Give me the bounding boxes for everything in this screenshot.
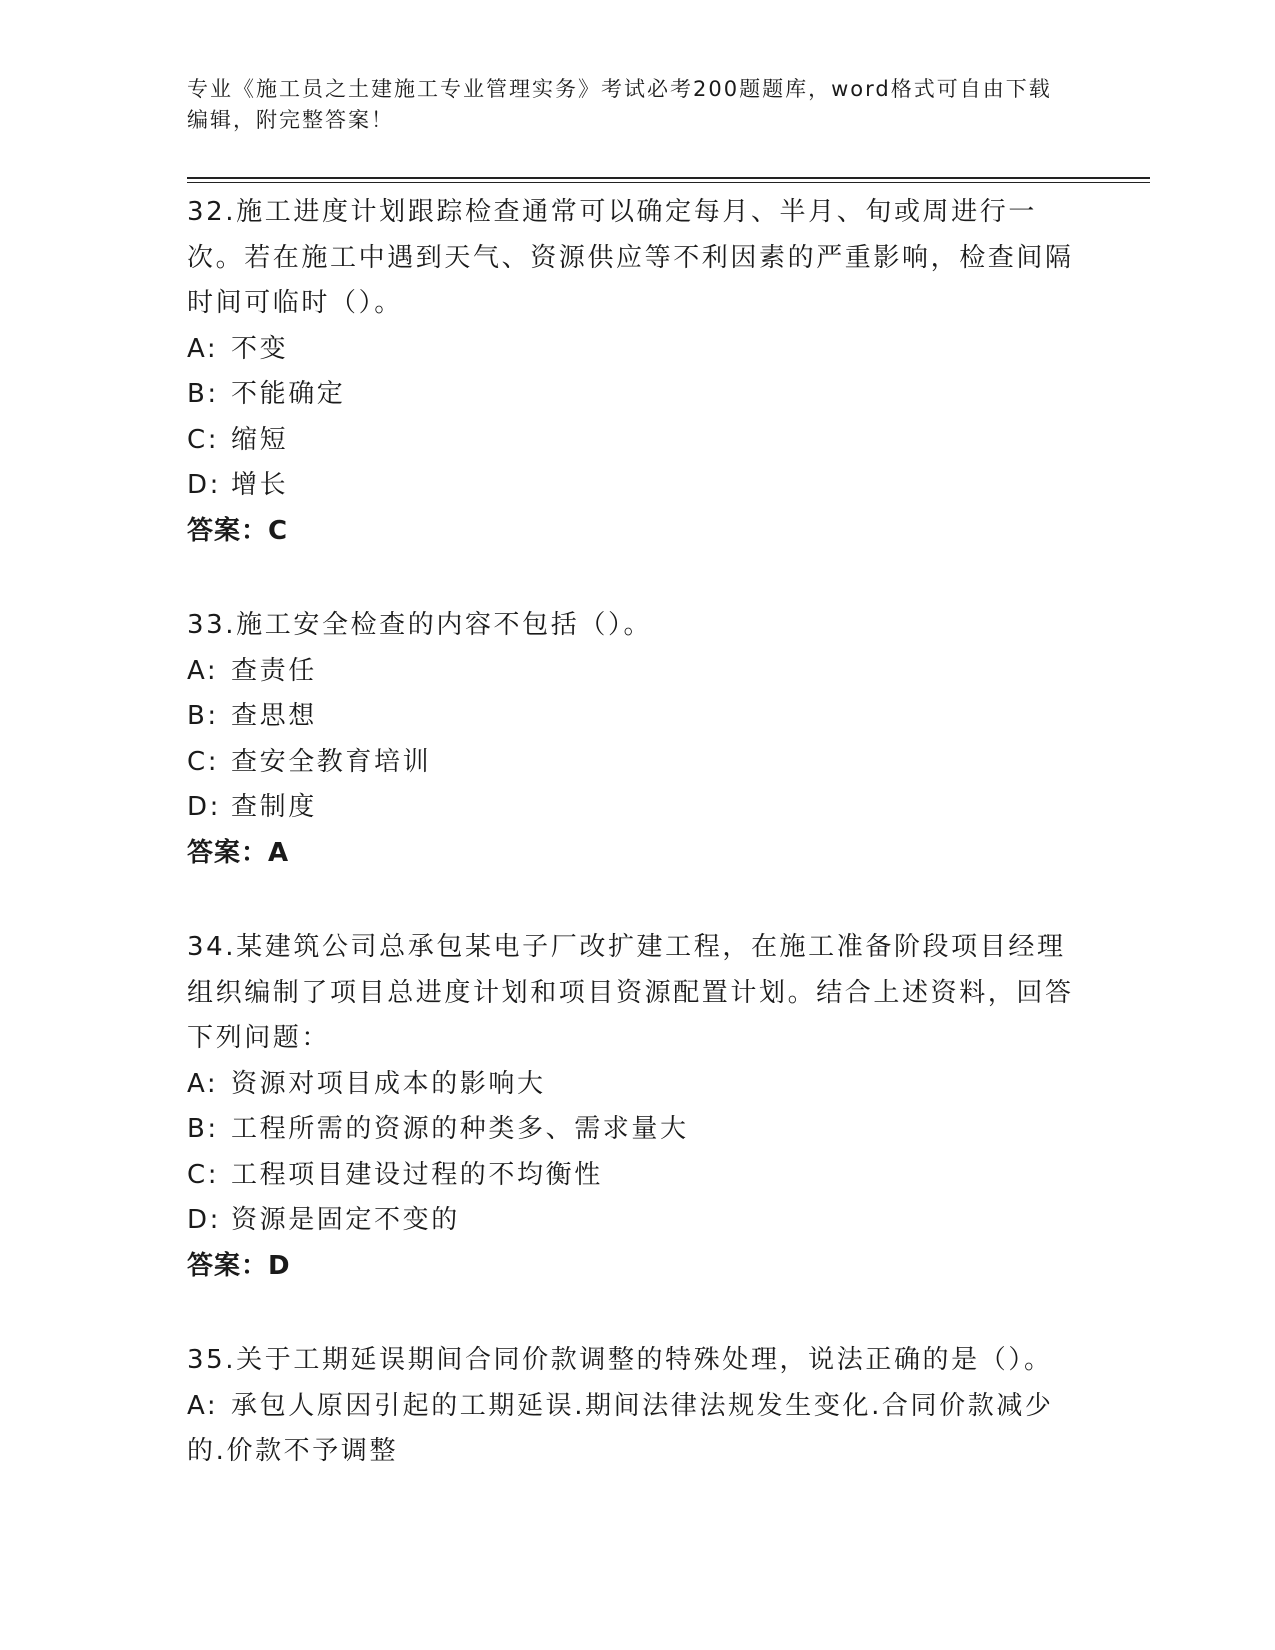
header-divider-thin (187, 182, 1150, 183)
option-text: 资源是固定不变的 (231, 1205, 460, 1235)
option-b (187, 694, 1087, 740)
answer-line: 答案：C (187, 515, 289, 546)
question-stem: 33.施工安全检查的内容不包括（）。 (187, 610, 653, 640)
answer-line: 答案：A (187, 837, 290, 868)
option-letter: B: (187, 1114, 219, 1144)
option-letter: D: (187, 470, 221, 500)
option-letter: A: (187, 1068, 219, 1099)
option-b (187, 1107, 1087, 1153)
answer-line: 答案：D (187, 1250, 291, 1281)
option-text: 查安全教育培训 (231, 746, 432, 777)
option-letter: A: (187, 655, 219, 686)
question-35 (187, 1338, 1087, 1475)
option-letter: A: (187, 1390, 219, 1421)
option-letter: D: (187, 792, 221, 822)
question-33 (187, 603, 1087, 876)
question-stem: 32.施工进度计划跟踪检查通常可以确定每月、半月、旬或周进行一次。若在施工中遇到天气、资源供应等不利因素的严重影响，检查间隔时间可临时（）。 (187, 197, 1074, 318)
option-letter: B: (187, 701, 219, 731)
option-letter: B: (187, 379, 219, 409)
option-text: 不能确定 (231, 379, 346, 409)
option-a (187, 1384, 1087, 1475)
option-text: 资源对项目成本的影响大 (231, 1068, 546, 1099)
option-letter: D: (187, 1205, 221, 1235)
option-text: 承包人原因引起的工期延误.期间法律法规发生变化.合同价款减少的.价款不予调整 (187, 1390, 1054, 1466)
option-c (187, 418, 1087, 464)
question-stem: 35.关于工期延误期间合同价款调整的特殊处理，说法正确的是（）。 (187, 1345, 1053, 1375)
option-letter: A: (187, 333, 219, 364)
option-letter: C: (187, 424, 220, 455)
option-text: 查制度 (231, 792, 317, 822)
option-text: 工程所需的资源的种类多、需求量大 (231, 1114, 689, 1144)
option-text: 不变 (231, 333, 289, 364)
document-header: 专业《施工员之土建施工专业管理实务》考试必考200题题库，word格式可自由下载编辑，附完整答案！ (187, 77, 1052, 132)
option-text: 增长 (231, 470, 289, 500)
option-d (187, 785, 1087, 831)
option-letter: C: (187, 1159, 220, 1190)
option-text: 查责任 (231, 655, 317, 686)
question-stem: 34.某建筑公司总承包某电子厂改扩建工程，在施工准备阶段项目经理组织编制了项目总进度计划和项目资源配置计划。结合上述资料，回答下列问题： (187, 932, 1074, 1053)
option-a (187, 1062, 1087, 1108)
option-c (187, 1153, 1087, 1199)
option-letter: C: (187, 746, 220, 777)
option-a (187, 649, 1087, 695)
option-text: 查思想 (231, 701, 317, 731)
option-d (187, 1198, 1087, 1244)
question-32 (187, 190, 1087, 554)
option-b (187, 372, 1087, 418)
option-text: 工程项目建设过程的不均衡性 (231, 1159, 603, 1190)
option-c (187, 740, 1087, 786)
question-34 (187, 925, 1087, 1289)
header-divider-thick (187, 177, 1150, 179)
question-list (187, 190, 1087, 1524)
option-a (187, 327, 1087, 373)
option-text: 缩短 (231, 424, 289, 455)
option-d (187, 463, 1087, 509)
